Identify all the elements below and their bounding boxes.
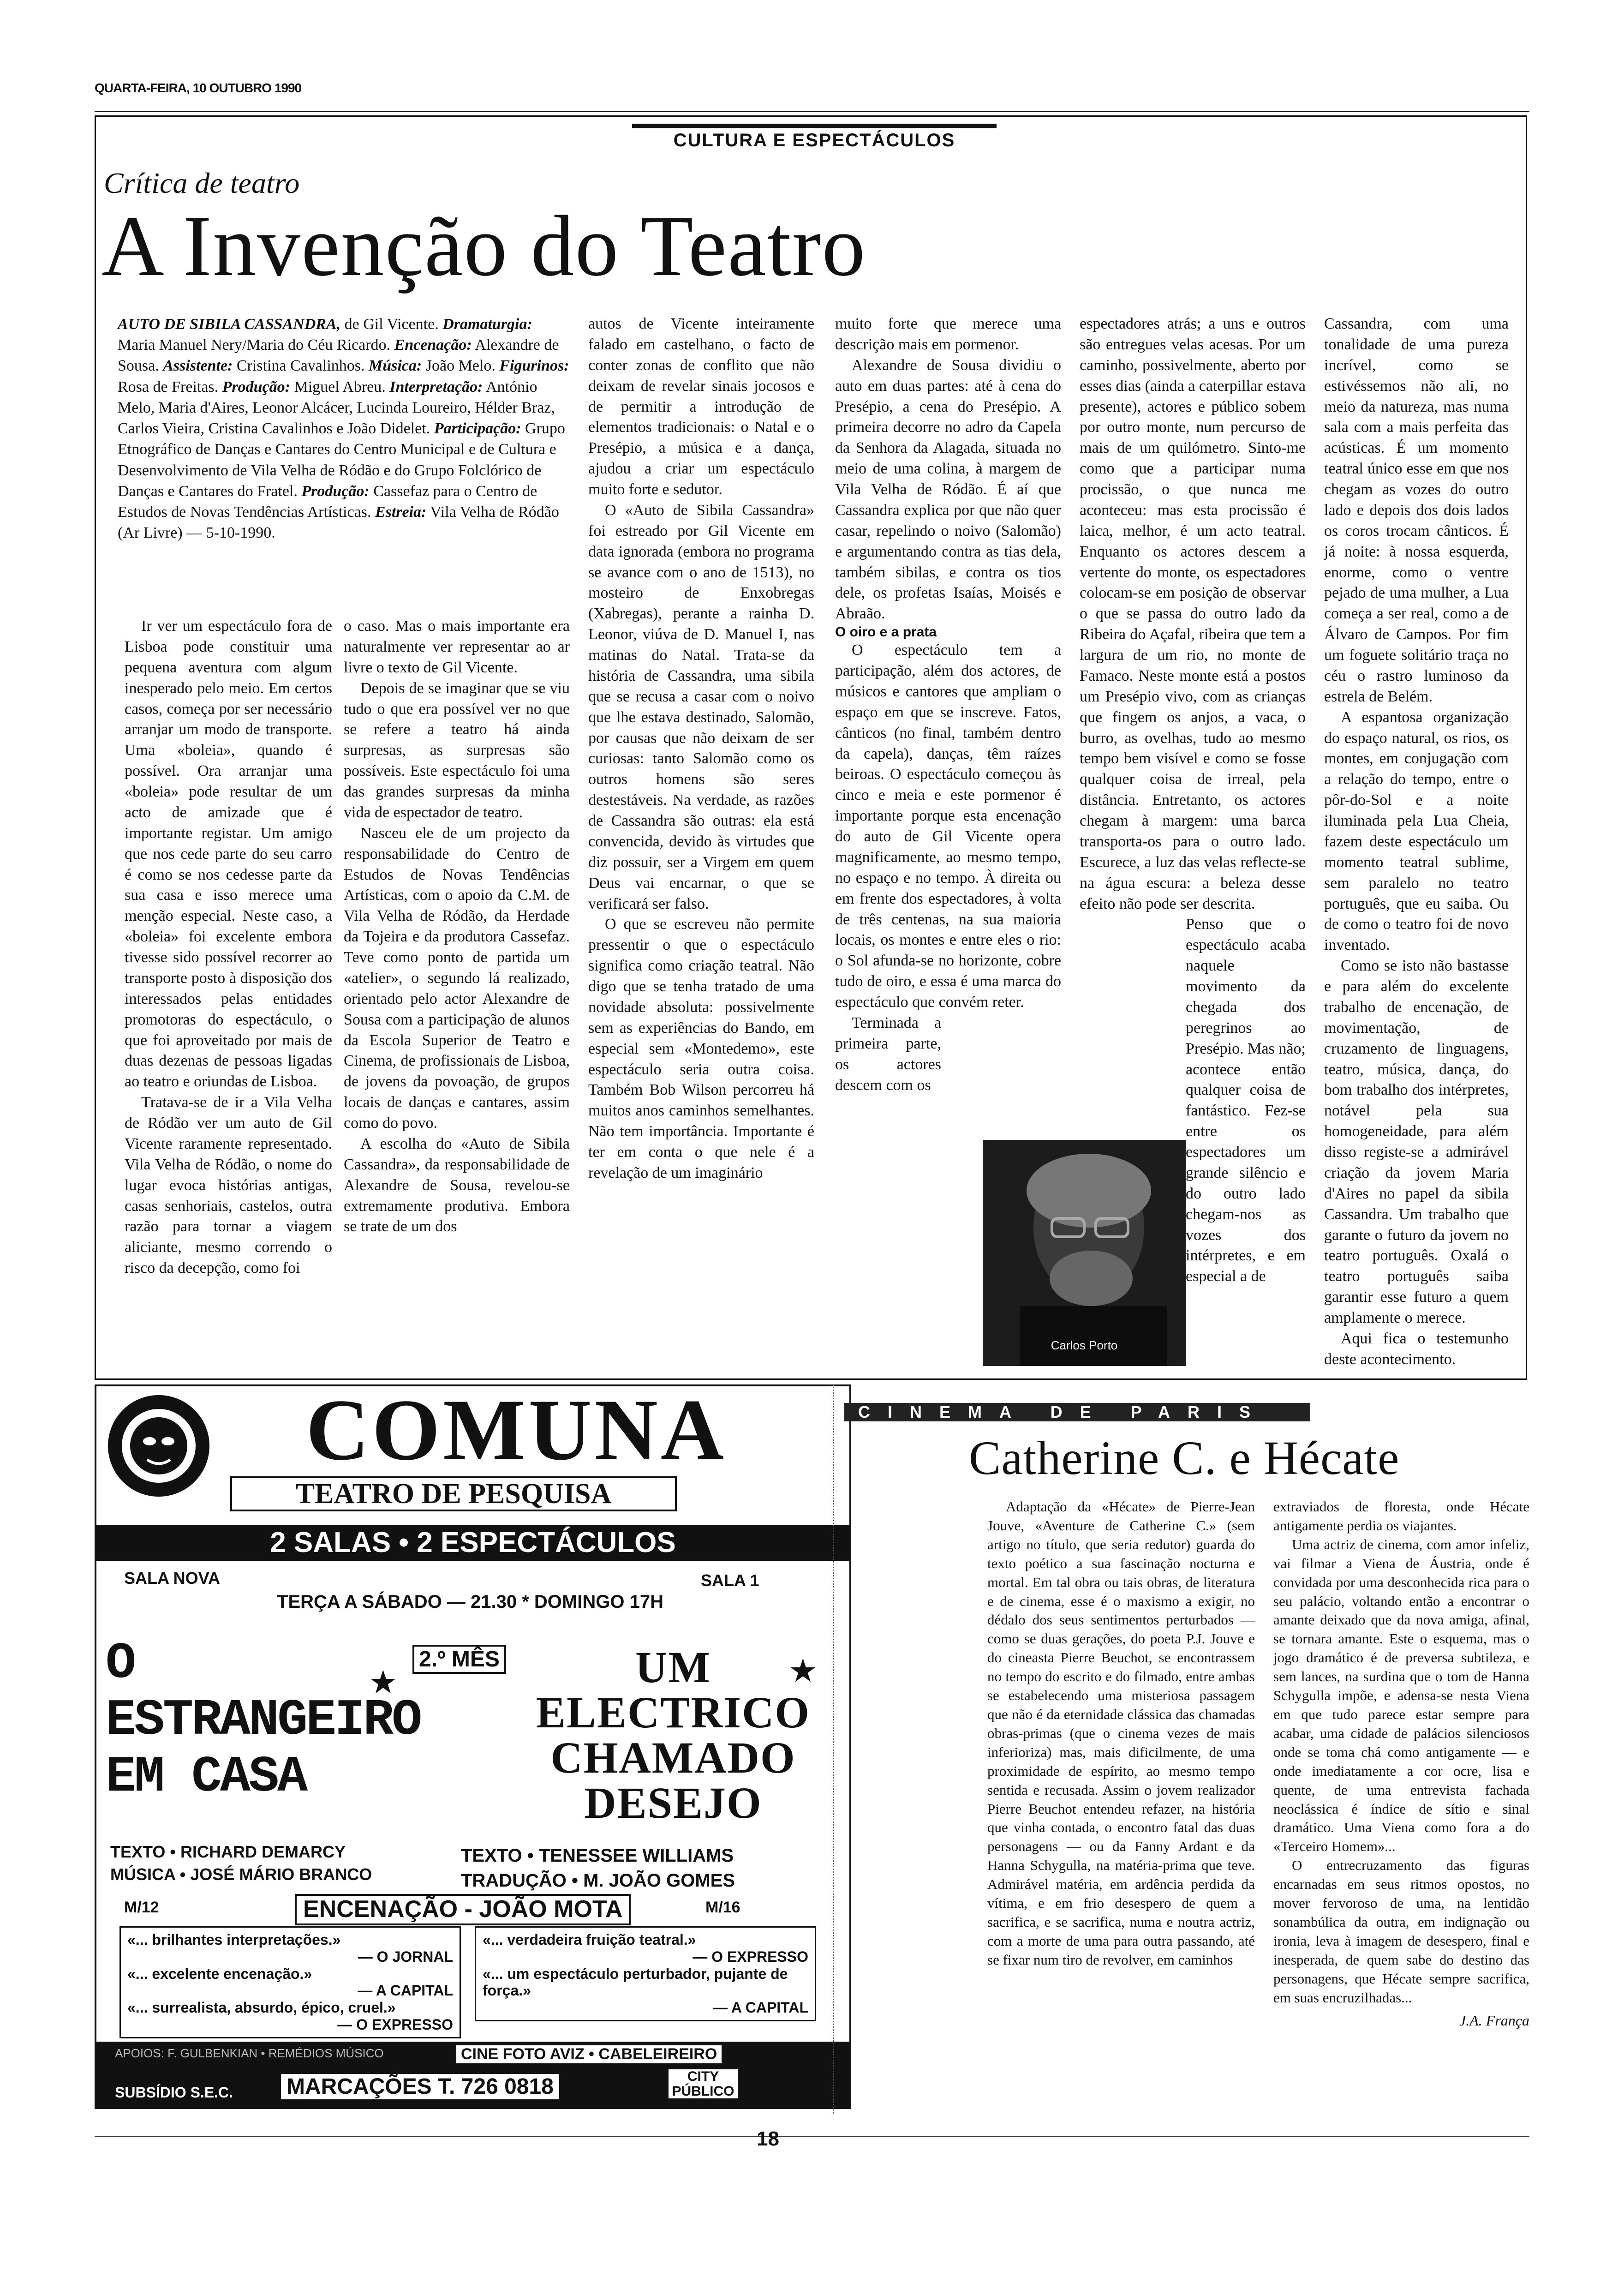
cinema-frame (833, 1384, 836, 2114)
ad-schedule: TERÇA A SÁBADO — 21.30 * DOMINGO 17H (277, 1592, 663, 1612)
second-month-badge: 2.º MÊS (412, 1645, 506, 1674)
credit-text: de Gil Vicente. (340, 316, 439, 333)
ad-name: COMUNA (306, 1382, 727, 1479)
play1-title-line: O (106, 1635, 135, 1693)
article-column-3 (588, 314, 814, 1184)
article-kicker: Crítica de teatro (104, 167, 300, 199)
play1-age-rating: M/12 (124, 1899, 159, 1916)
play2-credits (461, 1843, 735, 1893)
credit-label: Participação: (434, 420, 521, 437)
sponsors-text: APOIOS: F. GULBENKIAN • REMÉDIOS MÚSICO (115, 2046, 384, 2060)
dateline: QUARTA-FEIRA, 10 OUTUBRO 1990 (95, 81, 302, 95)
credit-text: Maria Manuel Nery/Maria do Céu Ricardo. (118, 336, 391, 354)
review-source: — O JORNAL (358, 1948, 453, 1965)
cinema-title: Catherine C. e Hécate (969, 1432, 1400, 1485)
credit-label: Música: (369, 357, 422, 375)
top-divider (95, 111, 1529, 112)
ad-subtitle: TEATRO DE PESQUISA (230, 1476, 677, 1511)
article-column-6 (1324, 314, 1509, 1370)
credit-label: Assistente: (163, 357, 233, 375)
credit-label: Produção: (301, 482, 370, 500)
paragraph: Alexandre de Sousa dividiu o auto em duas partes: até à cena do Presépio, a cena do Presépio. A primeira decorre no adro da Capela da Senhora da Alagada, situada no meio de uma colina, à margem de Vila Velha de Ródão. É aí que Cassandra explica por que não quer casar, repelindo o noivo (Salomão) e argumentando contra as tias dela, também sibilas, e contra os tios dele, os profetas Isaías, Moisés e Abraão. (835, 356, 1061, 623)
paragraph: Adaptação da «Hécate» de Pierre-Jean Jouve, «Aventure de Catherine C.» (sem artigo no título, que seria redutor) guarda do texto poético a sua fascinação nocturna e mortal. Em tal obra ou tais obras, de literatura e de cinema, esse é o maxismo a exigir, no dédalo dos seus sentimentos perturbados — como se duas gerações, do poeta P.J. Jouve e do cineasta Pierre Beuchot, se encontrassem no tempo do escrito e do filmado, entre ambas se estabelecendo uma misteriosa passagem que não é da eternidade clássica das chamadas obras-primas (que o cinema vezes de mais inferioriza) mas, mais dificilmente, de uma proximidade de espírito, ao mesmo tempo sentida e recusada. Assim o jovem realizador Pierre Beuchot entendeu refazer, na história que vinha contada, o encontro fatal das duas personagens — ou da Fanny Ardant e da Hanna Schygulla, na matéria-prima que teve. Admirável matéria, em ardência perdida da vítima, e em frio desespero de quem a sacrifica, e se sacrifica, numa e noutra actriz, com a morte de uma para outra passando, até se fixar num tiro de revolver, em caminhos (987, 1498, 1255, 1968)
paragraph: Aqui fica o testemunho deste acontecimento. (1324, 1330, 1509, 1368)
cinema-column-2 (1273, 1498, 1529, 2031)
review-quote: «... excelente encenação.» (127, 1965, 312, 1982)
review-source: — A CAPITAL (713, 1999, 808, 2016)
paragraph: Depois de se imaginar que se viu tudo o que era possível ver no que se refere a teatro há ainda surpresas, as surpresas são possíveis. Este espectáculo foi uma das grandes surpresas da minha vida de espectador de teatro. (344, 679, 570, 821)
play2-title-line: ELECTRICO (536, 1687, 811, 1737)
paragraph: O entrecruzamento das figuras encarnadas em seus ritmos opostos, no mover fervoroso de uma, na lentidão sonambúlica da outra, em indignação ou ironia, leva à imagem de desespero, final e inesperada, de quem sabe do destino das personagens, que Hécate sempre sacrifica, em suas encruzilhadas... (1273, 1857, 1529, 2006)
paragraph: O espectáculo tem a participação, além dos actores, de músicos e cantores que ampliam o espaço em que se inscreve. Fatos, cânticos (no final, também dentro da capela), danças, têm raízes beiroas. O espectáculo começou às cinco e meia e este pormenor é importante porque esta encenação do auto de Gil Vicente opera magnificamente, ao mesmo tempo, no espaço e no tempo. À direita ou em frente dos espectadores, à volta de três centenas, na sua maioria locais, os montes e entre eles o rio: o Sol afunda-se no horizonte, cobre tudo de oiro, e essa é uma marca do espectáculo que convém reter. (835, 641, 1061, 1011)
review-quote: «... um espectáculo perturbador, pujante de força.» (483, 1965, 788, 1999)
credit-label: Interpretação: (389, 378, 483, 395)
comuna-advertisement (95, 1384, 851, 2109)
ad-sala-nova: SALA NOVA (124, 1569, 221, 1588)
paragraph: Cassandra, com uma tonalidade de uma pureza incrível, como se estivéssemos não ali, no meio da natureza, mas numa sala com a mais perfeita das acústicas. É um momento teatral único esse em que nos chegam as vozes do outro lado e depois dos dois lados os coros trocam cânticos. É já noite: à nossa esquerda, enorme, como o ventre pejado de uma mulher, a Lua começa a ser real, como a de Álvaro de Campos. Por fim um foguete solitário traça no céu o rastro luminoso da estrela de Belém. (1324, 315, 1509, 705)
paragraph: espectadores atrás; a uns e outros são entregues velas acesas. Por um caminho, possivelmente, aberto por esses dias (ainda a caterpillar estava presente), actores e público sobem por outro monte, num percurso de mais de um quilómetro. Sinto-me como que a participar numa procissão, o que nunca me aconteceu: mas esta procissão é laica, melhor, é um acto teatral. Enquanto os actores descem a vertente do monte, os espectadores colocam-se em posição de observar o que se passa do outro lado da Ribeira do Açafal, ribeira que tem a largura de um rio, no monte de Famaco. Neste monte está a postos um Presépio vivo, com as crianças que fingem os anjos, a vaca, o burro, as ovelhas, tudo ao mesmo tempo bem visível e como se fosse qualquer coisa de irreal, pela distância. Entretanto, os actores chegam à margem: uma barca transporta-os para o outro lado. Escurece, a luz das velas reflecte-se na água escura: a beleza desse efeito não pode ser descrita. (1080, 315, 1306, 912)
play1-title-line: ESTRANGEIRO (106, 1692, 421, 1750)
play2-credit-line: TRADUÇÃO • M. JOÃO GOMES (461, 1870, 735, 1891)
page-number: 18 (757, 2127, 779, 2150)
play2-age-rating: M/16 (705, 1899, 740, 1916)
credit-text: Alexandre de Sousa. (118, 336, 559, 375)
article-credits (118, 314, 572, 543)
credit-text: Cassefaz para o Centro de Estudos de Novas Tendências Artísticas. (118, 482, 537, 521)
paragraph: o caso. Mas o mais importante era naturalmente ver representar ao ar livre o texto de Gil Vicente. (344, 617, 570, 676)
booking-phone: MARCAÇÕES T. 726 0818 (281, 2074, 559, 2099)
play1-credits (110, 1841, 372, 1886)
credit-text: António Melo, Maria d'Aires, Leonor Alcácer, Lucinda Loureiro, Hélder Braz, Carlos Vieira, Cristina Cavalinhos e João Didelet. (118, 378, 555, 437)
credit-label: Produção: (222, 378, 290, 395)
footer-divider (95, 2136, 1529, 2137)
subsidy-text: SUBSÍDIO S.E.C. (115, 2084, 233, 2101)
paragraph: Uma actriz de cinema, com amor infeliz, vai filmar a Viena de Áustria, onde é convidada por uma desconhecida rica para o seu palácio, voltando então a encontrar o amante deixado que da nova amiga, afinal, se tornara amante. Este o esquema, mas o jogo dramático é de preversa subtileza, e sem lances, na surdina que o tom de Hanna Schygulla impõe, e adensa-se nesta Viena em que tudo parece estar sempre para acabar, uma cidade de palácios silenciosos onde se toma chá como antigamente — e onde imediatamente a cor ocre, lisa e quente, de uma entrevista fachada neoclássica é índice de sítio e sinal dramático. Uma Viena como fora a do «Terceiro Homem»... (1273, 1536, 1529, 1855)
paragraph: extraviados de floresta, onde Hécate antigamente perdia os viajantes. (1273, 1498, 1529, 1534)
city-publico-logo: CITY PÚBLICO (669, 2069, 738, 2098)
play1-credit-line: MÚSICA • JOSÉ MÁRIO BRANCO (110, 1864, 372, 1884)
article-column-1 (125, 616, 332, 1279)
credit-label: Encenação: (394, 336, 472, 354)
review-quote: «... brilhantes interpretações.» (127, 1931, 341, 1948)
play2-credit-line: TEXTO • TENESSEE WILLIAMS (461, 1846, 734, 1866)
play2-star-icon: ★ (788, 1652, 818, 1690)
paragraph: O que se escreveu não permite pressentir o que o espectáculo significa como criação teatral. Não digo que se tenha tratado de uma novidade absoluta: possivelmente sem as experiências do Bando, em especial sem «Montedemo», este espectáculo seria outra coisa. Também Bob Wilson percorreu há muitos anos caminhos semelhantes. Não tem importância. Importante é ter em conta o que nele é a revelação de um imaginário (588, 916, 814, 1181)
play2-title-line: CHAMADO (550, 1732, 796, 1782)
author-photo (983, 1140, 1186, 1366)
cinema-column-1 (987, 1498, 1255, 1970)
credit-label: Figurinos: (499, 357, 569, 375)
article-column-2 (344, 616, 570, 1237)
quote-box-right (475, 1926, 816, 2021)
credit-text: Rosa de Freitas. (118, 378, 219, 395)
quote-box-left (119, 1926, 461, 2038)
credit-label: Estreia: (375, 503, 427, 521)
paragraph: Ir ver um espectáculo fora de Lisboa pode constituir uma pequena aventura com algum inesperado pelo meio. Em certos casos, começa por ser necessário arranjar um modo de transporte. Uma «boleia», quando é possível. Ora arranjar uma «boleia» pode resultar de um acto de amizade que é importante registar. Um amigo que nos cede parte do seu carro é como se nos cedesse parte da sua casa e isso merece uma menção especial. Neste caso, a «boleia» foi excelente embora tivesse sido possível recorrer ao transporte posto à disposição dos interessados pelas entidades promotoras do espectáculo, o que foi aproveitado por mais de duas dezenas de pessoas ligadas ao teatro e oriundas de Lisboa. (125, 617, 332, 1091)
paragraph: Tratava-se de ir a Vila Velha de Ródão ver um auto de Gil Vicente raramente representado. Vila Velha de Ródão, o nome do lugar evoca histórias antigas, casas senhoriais, castelos, outra razão para tornar a viagem aliciante, mesmo correndo o risco da decepção, como foi (125, 1094, 332, 1277)
paragraph: Como se isto não bastasse e para além do excelente trabalho de encenação, de movimentação, de cruzamento de linguagens, teatro, música, dança, do bom trabalho dos intérpretes, notável pela sua homogeneidade, para além disso registe-se a admirável criação da jovem Maria d'Aires no papel da sibila Cassandra. Um trabalho que garante o futuro da jovem no teatro português. Oxalá o teatro português saiba garantir esse futuro a quem amplamente o merece. (1324, 957, 1509, 1326)
cinema-section-bar: CINEMA DE PARIS (844, 1403, 1310, 1421)
review-quote: «... surrealista, absurdo, épico, cruel.» (127, 1999, 396, 2016)
paragraph: O «Auto de Sibila Cassandra» foi estreado por Gil Vicente em data ignorada (embora no programa se avance com o ano de 1513), no mosteiro de Enxobregas (Xabregas), perante a rainha D. Leonor, viúva de D. Manuel I, nas matinas do Natal. Trata-se da história de Cassandra, uma sibila que se recusa a casar com o noivo que lhe estava destinado, Salomão, por causas que não deixam de ser curiosas: tanto Salomão como os outros homens são seres destestáveis. Na verdade, as razões de Cassandra são outras: ela está convencida, devido às virtudes que diz possuir, ser a Virgem em quem Deus vai encarnar, o que se verificará ser falso. (588, 501, 814, 912)
review-source: — A CAPITAL (358, 1982, 453, 1999)
play1-credit-line: TEXTO • RICHARD DEMARCY (110, 1842, 346, 1861)
director-credit: ENCENAÇÃO - JOÃO MOTA (295, 1894, 631, 1925)
ad-banner: 2 SALAS • 2 ESPECTÁCULOS (96, 1525, 849, 1561)
comuna-logo-icon (106, 1393, 212, 1499)
credit-text: Vila Velha de Ródão (Ar Livre) — 5-10-1990. (118, 503, 559, 542)
paragraph: A espantosa organização do espaço natural, os rios, os montes, em conjugação com a relação do tempo, entre o pôr-do-Sol e a noite iluminada pela Lua Cheia, fazem deste espectáculo um momento teatral sublime, sem paralelo no teatro português, que eu saiba. Ou de como o teatro foi de novo inventado. (1324, 708, 1509, 954)
paragraph: Penso que o espectáculo acaba naquele movimento da chegada dos peregrinos ao Presépio. Mas não; acontece então qualquer coisa de fantástico. Fez-se entre os espectadores um grande silêncio e do outro lado chegam-nos as vozes dos intérpretes, e em especial a de (1186, 916, 1306, 1285)
sponsors-text-2: CINE FOTO AVIZ • CABELEIREIRO (456, 2045, 722, 2063)
paragraph: autos de Vicente inteiramente falado em castelhano, o facto de conter zonas de conflito que não deixam de revelar sinais jocosos e de permitir a introdução de elementos tradicionais: o Natal e o Presépio, a música e a dança, ajudou a criar um espectáculo muito forte e sedutor. (588, 315, 814, 498)
review-quote: «... verdadeira fruição teatral.» (483, 1931, 696, 1948)
paragraph: muito forte que merece uma descrição mais em pormenor. (835, 315, 1061, 353)
credit-label: AUTO DE SIBILA CASSANDRA, (118, 316, 341, 333)
credit-text: Cristina Cavalinhos. (233, 357, 365, 375)
article-headline: A Invenção do Teatro (102, 198, 866, 294)
ad-sala-1: SALA 1 (701, 1571, 759, 1590)
play2-title-line: DESEJO (584, 1778, 762, 1828)
author-portrait-image (983, 1140, 1186, 1366)
credit-text: Grupo Etnográfico de Danças e Cantares do Centro Municipal e de Cultura e Desenvolvimento de Vila Velha de Ródão e do Grupo Folclórico de Danças e Cantares do Fratel. (118, 420, 565, 500)
credit-text: Miguel Abreu. (290, 378, 386, 395)
article-column-4 (835, 314, 1061, 1096)
credit-text: João Melo. (422, 357, 496, 375)
paragraph: A escolha do «Auto de Sibila Cassandra», da responsabilidade de Alexandre de Sousa, revelou-se extremamente produtiva. Embora se trate de um dos (344, 1135, 570, 1235)
sponsors-bar (96, 2042, 849, 2107)
photo-caption: Carlos Porto (1051, 1338, 1118, 1352)
section-header: CULTURA E ESPECTÁCULOS (632, 124, 997, 159)
play1-title-line: EM CASA (106, 1749, 306, 1807)
play2-title-line: UM (635, 1642, 711, 1692)
play1-star-icon: ★ (369, 1663, 398, 1701)
paragraph: Terminada a primeira parte, os actores descem com os (835, 1014, 941, 1094)
cinema-byline: J.A. França (1459, 2012, 1529, 2029)
review-source: — O EXPRESSO (693, 1948, 808, 1965)
review-source: — O EXPRESSO (337, 2016, 453, 2033)
paragraph: Nasceu ele de um projecto da responsabilidade do Centro de Estudos de Novas Tendências Artísticas, com o apoio da C.M. de Vila Velha de Ródão, da Herdade da Tojeira e da produtora Cassefaz. Teve como ponto de partida um «atelier», o segundo lá realizado, orientado pelo actor Alexandre de Sousa com a participação de alunos da Escola Superior de Teatro e Cinema, de profissionais de Lisboa, de jovens da povoação, de grupos locais de danças e cantares, assim como do povo. (344, 824, 570, 1132)
credit-label: Dramaturgia: (442, 316, 532, 333)
subhead: O oiro e a prata (835, 624, 937, 640)
